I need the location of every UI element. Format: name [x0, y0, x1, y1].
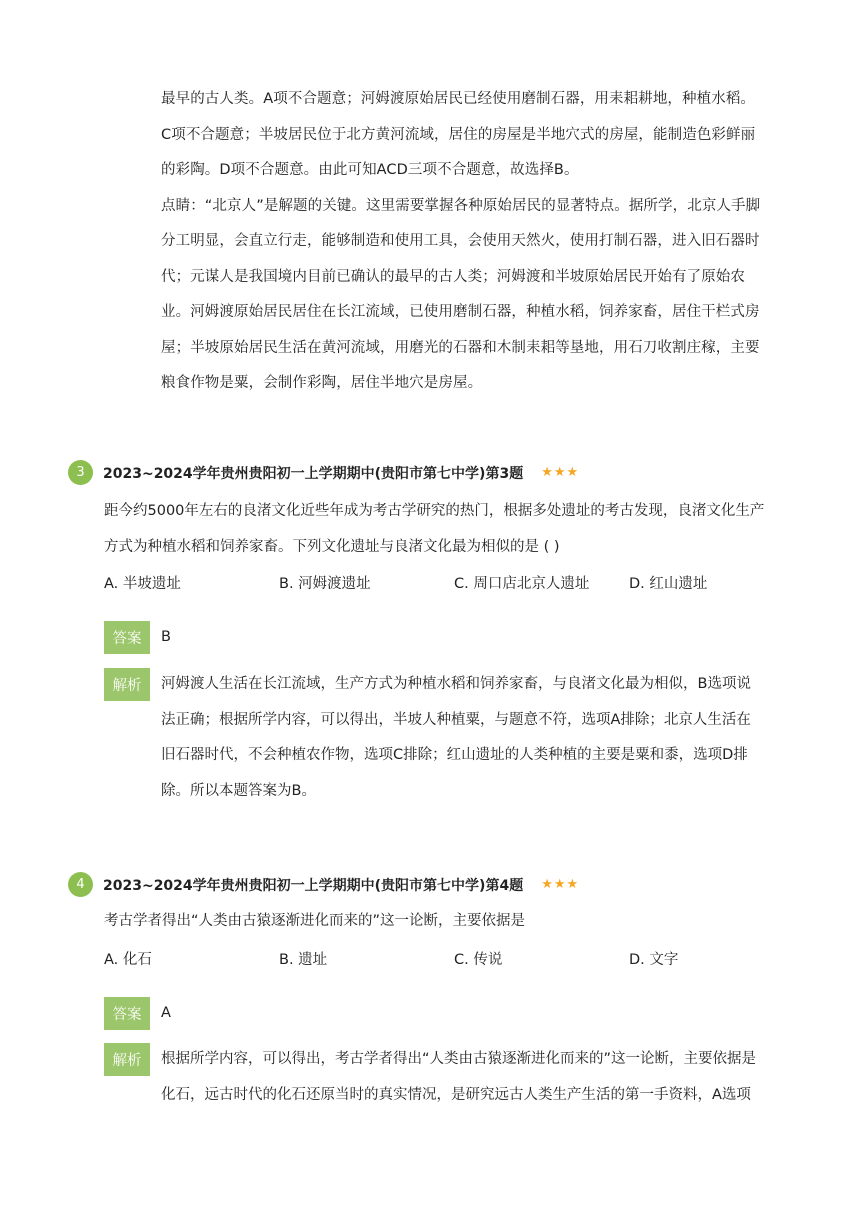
option-d[interactable]: D. 文字 — [629, 952, 679, 968]
analysis-text — [161, 1042, 801, 1113]
text-line: 最早的古人类。A项不合题意；河姆渡原始居民已经使用磨制石器，用耒耜耕地，种植水稻。 — [161, 91, 756, 107]
option-c[interactable]: C. 传说 — [454, 952, 503, 968]
question-number-badge: 3 — [68, 460, 93, 485]
text-line: 粮食作物是粟，会制作彩陶，居住半地穴是房屋。 — [161, 375, 483, 391]
question-3-options — [104, 572, 804, 593]
text-line: 根据所学内容，可以得出，考古学者得出“人类由古猿逐渐进化而来的”这一论断，主要依据是 — [161, 1051, 757, 1067]
text-line: 除。所以本题答案为B。 — [161, 782, 316, 799]
answer-value — [161, 620, 801, 656]
difficulty-stars: ★★★ — [541, 465, 580, 480]
text-line: 屋；半坡原始居民生活在黄河流域，用磨光的石器和木制耒耜等垦地，用石刀收割庄稼，主要 — [161, 339, 760, 356]
analysis-tag: 解析 — [104, 1043, 150, 1076]
text-line: 考古学者得出“人类由古猿逐渐进化而来的”这一论断，主要依据是 — [104, 913, 526, 929]
option-a[interactable]: A. 化石 — [104, 952, 152, 968]
question-title: 2023~2024学年贵州贵阳初一上学期期中(贵阳市第七中学)第4题 — [103, 877, 524, 894]
text-line: 距今约5000年左右的良渚文化近些年成为考古学研究的热门，根据多处遗址的考古发现，良渚文化生产 — [104, 503, 765, 519]
answer-text: A — [161, 1005, 171, 1021]
answer-text: B — [161, 629, 171, 645]
text-line: 业。河姆渡原始居民居住在长江流域，已使用磨制石器，种植水稻，饲养家畜，居住干栏式房 — [161, 304, 760, 320]
question-4-stem — [104, 904, 804, 940]
difficulty-stars: ★★★ — [541, 877, 580, 892]
option-b[interactable]: B. 遗址 — [279, 952, 328, 968]
question-3-stem — [104, 494, 804, 565]
analysis-text — [161, 667, 801, 809]
question-4-options — [104, 948, 804, 969]
question-title: 2023~2024学年贵州贵阳初一上学期期中(贵阳市第七中学)第3题 — [103, 465, 524, 482]
option-d[interactable]: D. 红山遗址 — [629, 576, 708, 592]
text-line: 的彩陶。D项不合题意。由此可知ACD三项不合题意，故选择B。 — [161, 162, 579, 178]
answer-tag: 答案 — [104, 621, 150, 654]
analysis-tag: 解析 — [104, 668, 150, 701]
option-a[interactable]: A. 半坡遗址 — [104, 576, 181, 592]
text-line: 方式为种植水稻和饲养家畜。下列文化遗址与良渚文化最为相似的是 ( ) — [104, 538, 560, 555]
text-line: 点睛：“北京人”是解题的关键。这里需要掌握各种原始居民的显著特点。据所学，北京人手脚 — [161, 197, 761, 214]
text-line: 代；元谋人是我国境内目前已确认的最早的古人类；河姆渡和半坡原始居民开始有了原始农 — [161, 268, 745, 285]
previous-analysis — [161, 82, 797, 402]
text-line: 河姆渡人生活在长江流域，生产方式为种植水稻和饲养家畜，与良渚文化最为相似，B选项说 — [161, 676, 751, 692]
answer-tag: 答案 — [104, 997, 150, 1030]
question-4-header — [68, 872, 579, 897]
text-line: C项不合题意；半坡居民位于北方黄河流域，居住的房屋是半地穴式的房屋，能制造色彩鲜丽 — [161, 126, 756, 143]
option-b[interactable]: B. 河姆渡遗址 — [279, 576, 371, 592]
text-line: 分工明显，会直立行走，能够制造和使用工具，会使用天然火，使用打制石器，进入旧石器时 — [161, 233, 760, 249]
answer-value — [161, 996, 801, 1032]
option-c[interactable]: C. 周口店北京人遗址 — [454, 576, 590, 592]
question-number-badge: 4 — [68, 872, 93, 897]
question-3-header — [68, 460, 579, 485]
text-line: 化石，远古时代的化石还原当时的真实情况，是研究远古人类生产生活的第一手资料，A选项 — [161, 1086, 751, 1103]
text-line: 旧石器时代，不会种植农作物，选项C排除；红山遗址的人类种植的主要是粟和黍，选项D排 — [161, 747, 748, 763]
text-line: 法正确；根据所学内容，可以得出，半坡人种植粟，与题意不符，选项A排除；北京人生活在 — [161, 711, 751, 728]
